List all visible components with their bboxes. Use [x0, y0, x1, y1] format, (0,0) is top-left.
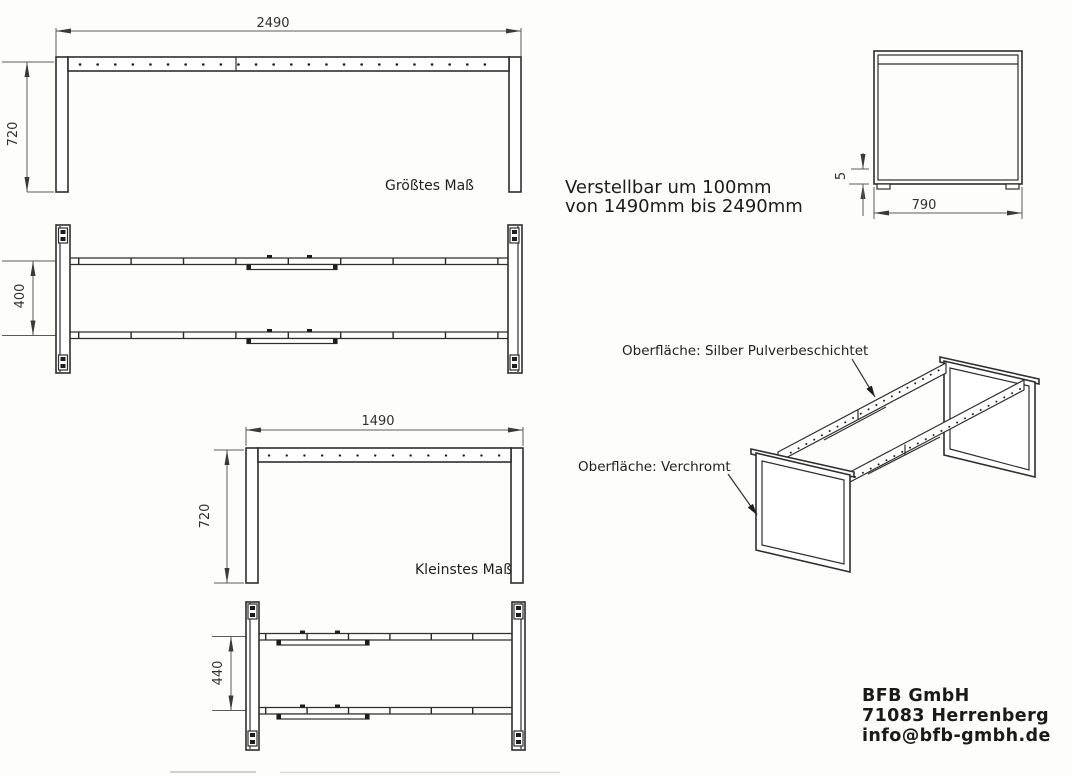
plan-view-smallest: [211, 602, 525, 750]
overlap-clip: [267, 255, 272, 258]
leg-frame-inner: [878, 55, 1018, 180]
connector-hole: [516, 613, 521, 617]
leader-leg-finish: [728, 474, 757, 515]
connector-hole: [250, 740, 255, 744]
view-label: Kleinstes Maß: [415, 562, 513, 578]
callout-rail-finish: Oberfläche: Silber Pulverbeschichtet: [622, 343, 869, 359]
telescope-overlap: [247, 339, 337, 344]
dimension-depth-value: 440: [211, 660, 226, 686]
overlap-clip: [267, 329, 272, 332]
connector-hole: [250, 613, 255, 617]
connector-hole: [516, 740, 521, 744]
telescope-overlap: [277, 714, 369, 719]
connector-hole: [516, 733, 521, 737]
right-leg: [509, 57, 521, 192]
company-name: BFB GmbH: [862, 686, 970, 706]
connector-hole: [61, 357, 66, 361]
front-view-largest: [2, 16, 521, 194]
crossbar: [68, 57, 509, 71]
overlap-clip: [333, 339, 337, 344]
connector-hole: [61, 230, 66, 234]
dimension-width-value: 1490: [361, 414, 395, 429]
adjustment-note: [565, 177, 803, 217]
left-foot-bar: [246, 602, 259, 750]
left-leg: [56, 57, 68, 192]
overlap-clip: [307, 329, 312, 332]
callout-leg-finish: Oberfläche: Verchromt: [578, 459, 731, 475]
dimension-height-value: 720: [198, 503, 213, 529]
note-line-2: von 1490mm bis 2490mm: [565, 196, 803, 217]
leg-frame-outer: [874, 51, 1022, 184]
connector-hole: [512, 237, 517, 241]
connector-hole: [512, 230, 517, 234]
overlap-clip: [300, 705, 305, 708]
crossbar: [258, 448, 511, 462]
left-glide-foot: [877, 184, 890, 189]
overlap-clip: [335, 705, 340, 708]
overlap-clip: [307, 255, 312, 258]
overlap-clip: [333, 265, 337, 270]
telescope-overlap: [247, 265, 337, 270]
connector-hole: [250, 733, 255, 737]
overlap-clip: [277, 714, 281, 719]
company-email: info@bfb-gmbh.de: [862, 726, 1051, 746]
right-foot-bar: [508, 225, 522, 373]
right-glide-foot: [1006, 184, 1019, 189]
left-foot-bar: [56, 225, 70, 373]
connector-hole: [512, 357, 517, 361]
connector-hole: [61, 237, 66, 241]
telescope-overlap: [277, 640, 369, 645]
dimension-depth-value: 400: [13, 283, 28, 309]
company-block: [862, 686, 1051, 746]
plan-view-largest: [2, 225, 522, 373]
overlap-clip: [247, 265, 251, 270]
view-label: Größtes Maß: [385, 178, 475, 194]
isometric-view: [578, 343, 1039, 572]
side-view: [834, 51, 1022, 219]
overlap-clip: [365, 714, 369, 719]
leader-rail-finish: [852, 359, 875, 397]
right-foot-bar: [512, 602, 525, 750]
overlap-clip: [300, 631, 305, 634]
connector-hole: [250, 606, 255, 610]
connector-hole: [512, 364, 517, 368]
connector-hole: [61, 364, 66, 368]
overlap-clip: [247, 339, 251, 344]
overlap-clip: [335, 631, 340, 634]
dimension-foot-value: 5: [834, 171, 849, 181]
scan-artifacts: [170, 772, 560, 773]
company-address: 71083 Herrenberg: [862, 706, 1050, 726]
right-leg: [511, 448, 523, 583]
left-leg: [246, 448, 258, 583]
dimension-width-value: 790: [911, 198, 937, 213]
dimension-width-value: 2490: [256, 16, 290, 31]
connector-hole: [516, 606, 521, 610]
note-line-1: Verstellbar um 100mm: [565, 177, 772, 198]
front-rail-outer-edge: [868, 437, 940, 474]
front-view-smallest: [198, 414, 523, 583]
overlap-clip: [277, 640, 281, 645]
overlap-clip: [365, 640, 369, 645]
dimension-height-value: 720: [6, 121, 21, 147]
